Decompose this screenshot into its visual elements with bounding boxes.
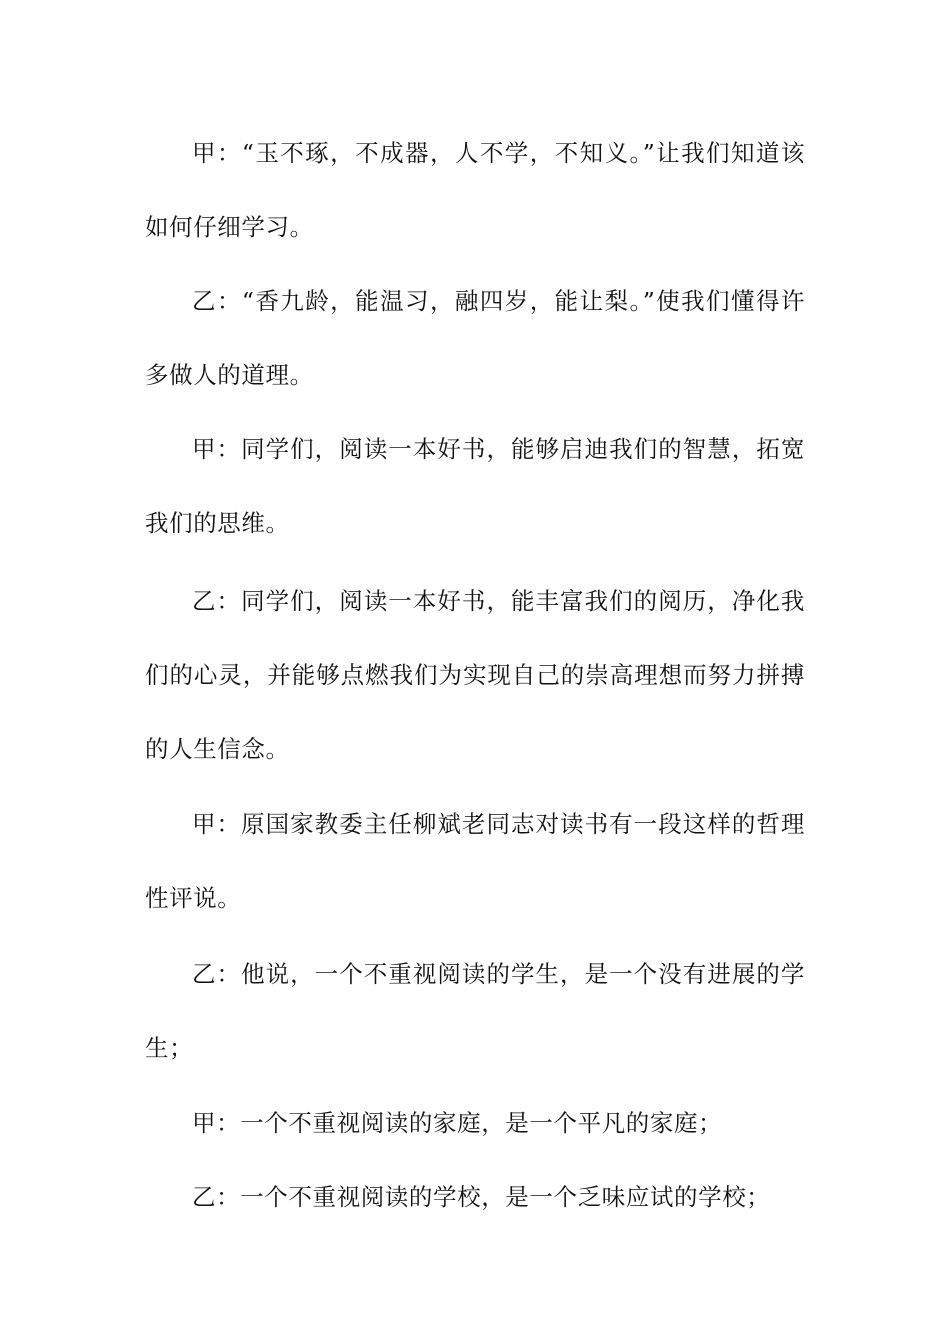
- paragraph-6: 乙：他说，一个不重视阅读的学生，是一个没有进展的学生；: [145, 960, 805, 1062]
- paragraph-2: 乙：“香九龄，能温习，融四岁，能让梨。”使我们懂得许多做人的道理。: [145, 287, 805, 389]
- paragraph-5: 甲：原国家教委主任柳斌老同志对读书有一段这样的哲理性评说。: [145, 810, 805, 912]
- paragraph-7: 甲：一个不重视阅读的家庭，是一个平凡的家庭；: [192, 1109, 723, 1137]
- paragraph-8: 乙：一个不重视阅读的学校，是一个乏味应试的学校；: [192, 1183, 771, 1211]
- paragraph-4: 乙：同学们，阅读一本好书，能丰富我们的阅历，净化我们的心灵，并能够点燃我们为实现自己的崇高理想而努力拼搏的人生信念。: [145, 587, 805, 763]
- paragraph-3: 甲：同学们，阅读一本好书，能够启迪我们的智慧，拓宽我们的思维。: [145, 435, 805, 537]
- paragraph-1: 甲：“玉不琢，不成器，人不学，不知义。”让我们知道该如何仔细学习。: [145, 139, 805, 241]
